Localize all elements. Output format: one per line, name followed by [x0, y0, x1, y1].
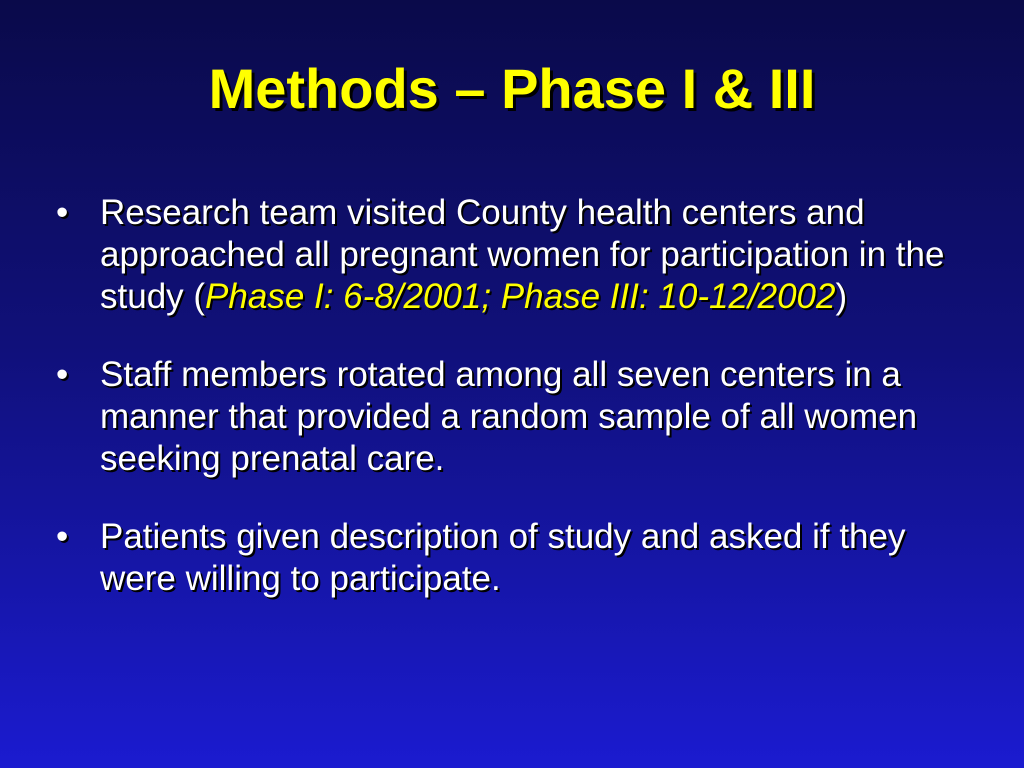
bullet-list — [56, 192, 956, 636]
bullet-text: Research team visited County health centers and approached all pregnant women for participation in the study ( — [100, 193, 945, 316]
bullet-item — [56, 354, 956, 480]
slide-title: Methods – Phase I & III — [208, 57, 816, 120]
bullet-item — [56, 192, 956, 318]
bullet-marker: • — [56, 193, 69, 232]
bullet-marker: • — [56, 517, 69, 556]
bullet-text: Patients given description of study and asked if they were willing to participate. — [100, 517, 906, 598]
bullet-text: Staff members rotated among all seven centers in a manner that provided a random sample of all women seeking prenatal care. — [100, 355, 918, 478]
bullet-text-closing: ) — [835, 277, 848, 316]
bullet-emphasis-dates: Phase I: 6-8/2001; Phase III: 10-12/2002 — [205, 277, 836, 316]
bullet-marker: • — [56, 355, 69, 394]
bullet-item — [56, 516, 956, 600]
